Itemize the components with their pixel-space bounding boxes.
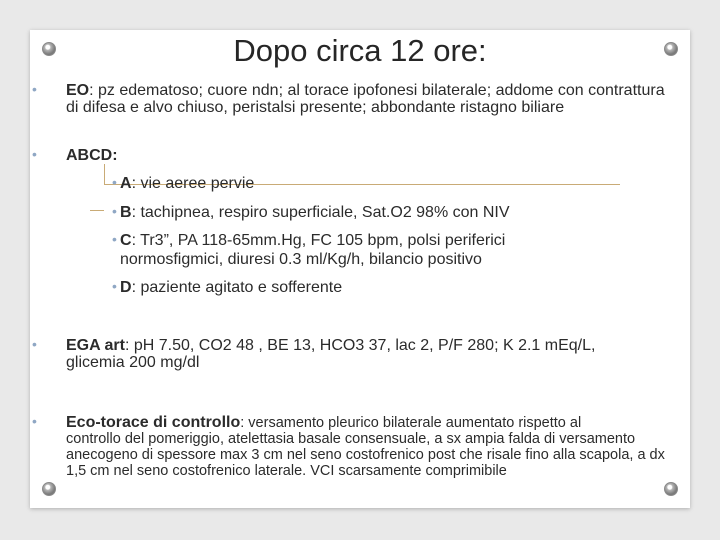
- bullet-icon: •: [32, 413, 37, 429]
- item-text: : paziente agitato e sofferente: [131, 279, 343, 296]
- bullet-icon: •: [112, 278, 117, 294]
- abcd-item-d: [120, 278, 640, 297]
- item-text: : Tr3”, PA 118-65mm.Hg, FC 105 bpm, polsi periferici normosfigmici, diuresi 0.3 ml/Kg/h, bilancio positivo: [120, 232, 506, 268]
- pin-icon: [664, 482, 678, 496]
- eo-bullet: [66, 82, 666, 116]
- item-label: D: [120, 279, 132, 296]
- accent-line: [90, 210, 104, 211]
- abcd-item-b: [120, 203, 640, 222]
- pin-icon: [42, 482, 56, 496]
- eco-label: Eco-torace di controllo: [66, 414, 241, 431]
- item-label: A: [120, 175, 132, 192]
- bullet-icon: •: [112, 231, 117, 247]
- abcd-label: ABCD:: [66, 147, 118, 164]
- eco-text-first: : versamento pleurico bilaterale aumentato rispetto al: [240, 415, 582, 431]
- ega-bullet: [66, 337, 646, 371]
- slide-title: Dopo circa 12 ore:: [233, 33, 487, 68]
- abcd-item-a: [120, 174, 640, 193]
- eo-label: EO: [66, 82, 90, 99]
- item-text: : tachipnea, respiro superficiale, Sat.O2 98% con NIV: [131, 204, 510, 221]
- item-label: C: [120, 232, 132, 249]
- bullet-icon: •: [112, 203, 117, 219]
- eco-bullet: [66, 414, 706, 431]
- bullet-icon: •: [32, 146, 37, 162]
- bullet-icon: •: [32, 81, 37, 97]
- abcd-heading: [66, 147, 696, 164]
- bullet-icon: •: [112, 174, 117, 190]
- item-text: : vie aeree pervie: [131, 175, 255, 192]
- item-label: B: [120, 204, 132, 221]
- eco-text-rest: controllo del pomeriggio, atelettasia basale consensuale, a sx ampia falda di versamento anecogeno di spessore max 3 cm nel seno costofrenico post che risale fino alla scapola, a dx 1,5 cm nel seno costofrenico laterale. VCI scarsamente comprimibile: [66, 431, 665, 479]
- eo-text: : pz edematoso; cuore ndn; al torace ipofonesi bilaterale; addome con contrattura di difesa e alvo chiuso, peristalsi presente; abbondante ristagno biliare: [66, 82, 665, 116]
- abcd-item-c: [120, 231, 590, 269]
- ega-text: : pH 7.50, CO2 48 , BE 13, HCO3 37, lac 2, P/F 280; K 2.1 mEq/L, glicemia 200 mg/dl: [66, 337, 596, 371]
- bullet-icon: •: [32, 336, 37, 352]
- ega-label: EGA art: [66, 337, 125, 354]
- connector-line: [104, 164, 105, 184]
